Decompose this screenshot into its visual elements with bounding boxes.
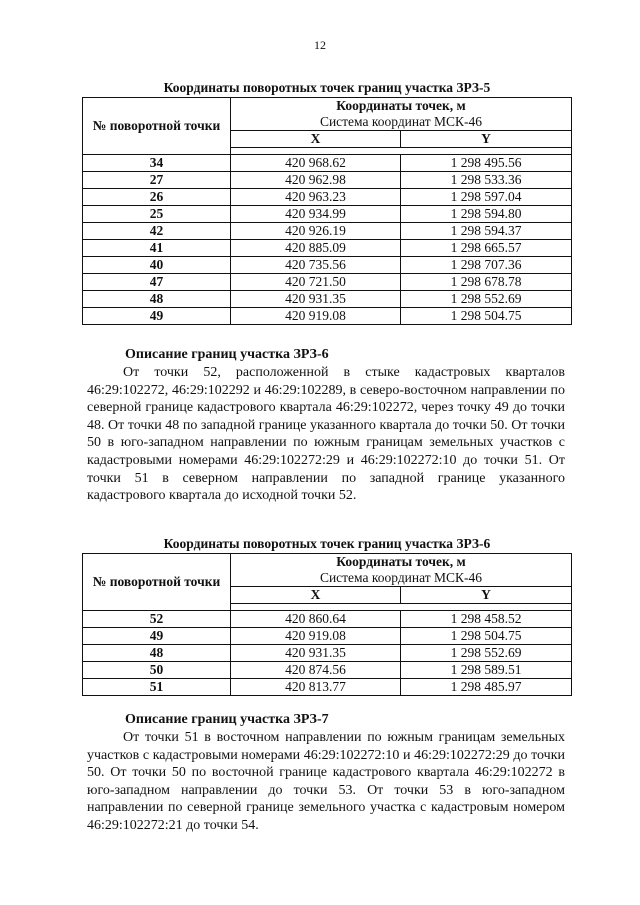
page-number: 12: [314, 38, 326, 52]
table-row: [83, 257, 572, 274]
y-coordinate-cell: 1 298 678.78: [401, 274, 572, 291]
header-x: X: [231, 131, 401, 148]
x-coordinate-cell: 420 874.56: [231, 662, 401, 679]
y-coordinate-cell: 1 298 504.75: [401, 628, 572, 645]
table-row: [83, 628, 572, 645]
y-coordinate-cell: 1 298 495.56: [401, 155, 572, 172]
section-zrz6-text: От точки 52, расположенной в стыке кадастровых кварталов 46:29:102272, 46:29:102292 и 46:29:102289, в северо-восточном направлении по северной границе кадастрового квартала 46:29:102272, через точку 49 до точки 48. От точки 48 по западной границе указанного квартала до точки 50. От точки 50 в юго-западном направлении по южным границам земельных участков с кадастровыми номерами 46:29:102272:29 и 46:29:102272:10 до точки 51. От точки 51 в северном направлении по западной границе указанного кадастрового квартала до исходной точки 52.: [87, 365, 565, 504]
x-coordinate-cell: 420 963.23: [231, 189, 401, 206]
table-row: [83, 189, 572, 206]
table-row: [83, 679, 572, 696]
x-coordinate-cell: 420 721.50: [231, 274, 401, 291]
point-number-cell: 52: [83, 611, 231, 628]
x-coordinate-cell: 420 860.64: [231, 611, 401, 628]
x-coordinate-cell: 420 919.08: [231, 308, 401, 325]
table-row: [83, 291, 572, 308]
point-number-cell: 25: [83, 206, 231, 223]
section-zrz7-text: От точки 51 в восточном направлении по южным границам земельных участков с кадастровыми номерами 46:29:102272:10 и 46:29:102272:29 до точки 50. От точки 50 по восточной границе кадастрового квартала 46:29:102272 в юго-западном направлении до точки 53. От точки 53 в юго-западном направлении по северной границе земельного участка с кадастровым номером 46:29:102272:21 до точки 54.: [87, 730, 565, 833]
y-coordinate-cell: 1 298 594.37: [401, 223, 572, 240]
table-row: [83, 172, 572, 189]
table-row: [83, 155, 572, 172]
header-coordinate-system: Система координат МСК-46: [319, 114, 483, 129]
header-coordinates-title: Координаты точек, м: [336, 98, 466, 113]
x-coordinate-cell: 420 962.98: [231, 172, 401, 189]
header-point-number: № поворотной точки: [83, 98, 231, 155]
y-coordinate-cell: 1 298 707.36: [401, 257, 572, 274]
y-coordinate-cell: 1 298 504.75: [401, 308, 572, 325]
point-number-cell: 48: [83, 291, 231, 308]
point-number-cell: 41: [83, 240, 231, 257]
point-number-cell: 49: [83, 628, 231, 645]
section-zrz7-title: Описание границ участка ЗРЗ-7: [125, 712, 329, 727]
y-coordinate-cell: 1 298 552.69: [401, 645, 572, 662]
header-y: Y: [401, 587, 572, 604]
table-row: [83, 645, 572, 662]
table-row: [83, 611, 572, 628]
point-number-cell: 50: [83, 662, 231, 679]
header-spacer-row: [231, 604, 572, 611]
point-number-cell: 27: [83, 172, 231, 189]
point-number-cell: 40: [83, 257, 231, 274]
table-zrz6: [82, 553, 572, 696]
table-row: [83, 206, 572, 223]
table-row: [83, 662, 572, 679]
x-coordinate-cell: 420 934.99: [231, 206, 401, 223]
point-number-cell: 49: [83, 308, 231, 325]
header-coordinates-title: Координаты точек, м: [336, 554, 466, 569]
y-coordinate-cell: 1 298 597.04: [401, 189, 572, 206]
header-point-number: № поворотной точки: [83, 554, 231, 611]
table-row: [83, 240, 572, 257]
table-row: [83, 308, 572, 325]
header-x: X: [231, 587, 401, 604]
header-spacer-row: [231, 148, 572, 155]
header-coordinates: [231, 98, 572, 131]
table-zrz5: [82, 97, 572, 325]
point-number-cell: 51: [83, 679, 231, 696]
table-row: [83, 223, 572, 240]
x-coordinate-cell: 420 968.62: [231, 155, 401, 172]
table-zrz5-caption: Координаты поворотных точек границ участка ЗРЗ-5: [163, 80, 491, 95]
x-coordinate-cell: 420 919.08: [231, 628, 401, 645]
table-zrz6-body: [83, 611, 572, 696]
point-number-cell: 47: [83, 274, 231, 291]
y-coordinate-cell: 1 298 552.69: [401, 291, 572, 308]
header-coordinate-system: Система координат МСК-46: [319, 570, 483, 585]
y-coordinate-cell: 1 298 533.36: [401, 172, 572, 189]
header-coordinates: [231, 554, 572, 587]
y-coordinate-cell: 1 298 458.52: [401, 611, 572, 628]
point-number-cell: 48: [83, 645, 231, 662]
x-coordinate-cell: 420 885.09: [231, 240, 401, 257]
point-number-cell: 34: [83, 155, 231, 172]
table-row: [83, 274, 572, 291]
table-zrz6-caption: Координаты поворотных точек границ участка ЗРЗ-6: [163, 536, 491, 551]
x-coordinate-cell: 420 813.77: [231, 679, 401, 696]
point-number-cell: 42: [83, 223, 231, 240]
y-coordinate-cell: 1 298 485.97: [401, 679, 572, 696]
header-y: Y: [401, 131, 572, 148]
x-coordinate-cell: 420 926.19: [231, 223, 401, 240]
y-coordinate-cell: 1 298 589.51: [401, 662, 572, 679]
x-coordinate-cell: 420 931.35: [231, 291, 401, 308]
x-coordinate-cell: 420 735.56: [231, 257, 401, 274]
y-coordinate-cell: 1 298 665.57: [401, 240, 572, 257]
section-zrz6-title: Описание границ участка ЗРЗ-6: [125, 347, 329, 362]
y-coordinate-cell: 1 298 594.80: [401, 206, 572, 223]
table-zrz5-body: [83, 155, 572, 325]
x-coordinate-cell: 420 931.35: [231, 645, 401, 662]
point-number-cell: 26: [83, 189, 231, 206]
